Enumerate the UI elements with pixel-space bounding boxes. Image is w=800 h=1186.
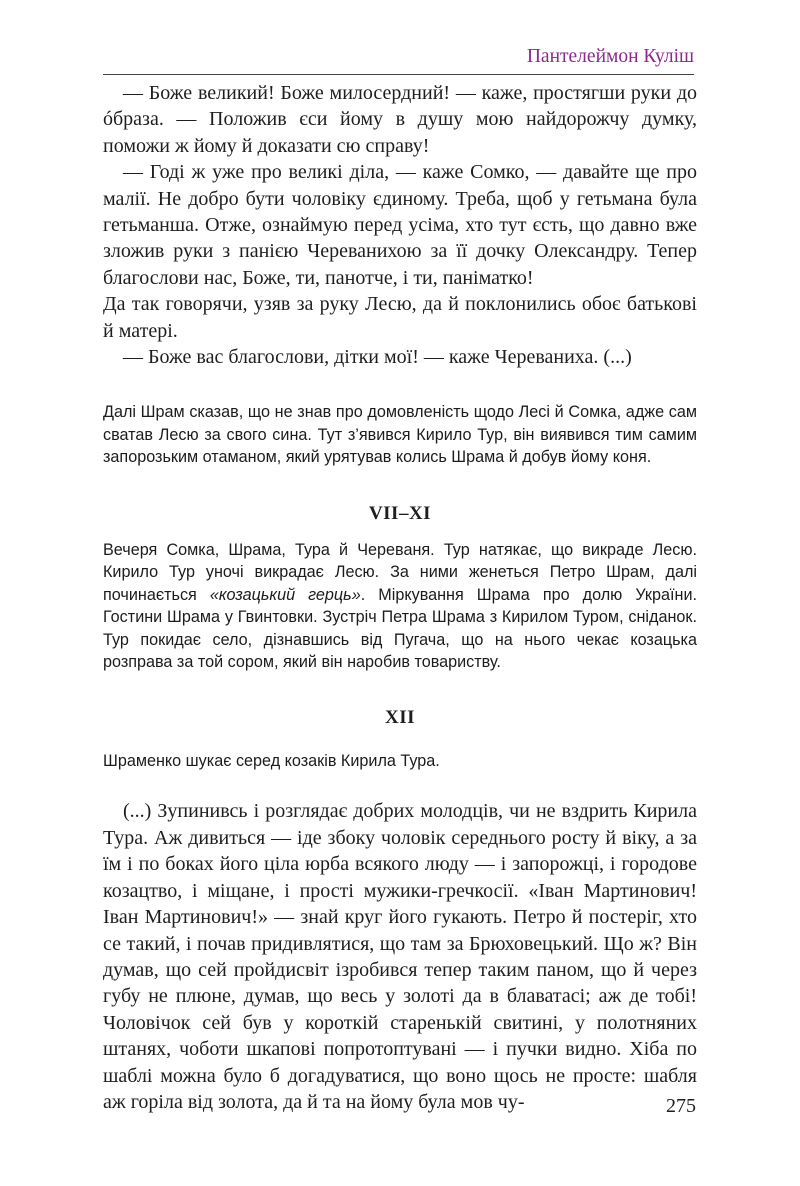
summary-paragraph-xii: Шраменко шукає серед козаків Кирила Тура. xyxy=(103,751,440,770)
summary-emphasis: «козацький герць» xyxy=(209,585,361,604)
dialogue-paragraph-2: — Годі ж уже про великі діла, — каже Сомко, — давайте ще про малії. Не добро бути чоловіку єдиному. Треба, щоб у гетьмана була гетьманша. Отже, ознаймую перед усіма, хто тут єсть, що давно вже зложив руки з панією Череванихою за її дочку Олександру. Тепер благослови нас, Боже, ти, панотче, і ти, паніматко! xyxy=(103,161,697,289)
header-divider xyxy=(103,74,694,75)
summary-paragraph-vii-xi xyxy=(103,539,697,674)
summary-text-part-1: Вечеря Сомка, Шрама, Тура й Череваня. Тур натякає, що викраде Лесю. Кирило Тур уночі викрадає Лесю. За ними женеться Петро Шрам, далі починається xyxy=(103,540,697,604)
dialogue-paragraph-4: — Боже вас благослови, дітки мої! — каже Череваниха. (...) xyxy=(123,346,632,369)
narrative-paragraph-3: Да так говорячи, узяв за руку Лесю, да й поклонились обоє батькові й матері. xyxy=(103,293,697,342)
summary-text-part-2: . Міркування Шрама про долю України. Гостини Шрама у Гвинтовки. Зустріч Петра Шрама з Кирилом Туром, сніданок. Тур покидає село, дізнавшись від Пугача, що на нього чекає козацька розправа за той сором, який він наробив товариству. xyxy=(103,585,697,672)
dialogue-paragraph-1: — Боже великий! Боже милосердний! — каже, простягши руки до óбраза. — Положив єси йому в душу мою найдорожчу думку, поможи ж йому й доказати сю справу! xyxy=(103,82,697,157)
page-number: 275 xyxy=(666,1095,696,1117)
summary-paragraph-1: Далі Шрам сказав, що не знав про домовленість щодо Лесі й Сомка, адже сам сватав Лесю за свого сина. Тут з’явився Кирило Тур, він виявився тим самим запорозьким отаманом, який урятував колись Шрама й добув йому коня. xyxy=(103,403,697,467)
running-header: Пантелеймон Куліш xyxy=(526,46,694,67)
body-paragraph-xii: (...) Зупинивсь і розглядає добрих молодців, чи не вздрить Кирила Тура. Аж дивиться — іде збоку чоловік середнього росту й віку, а за їм і по боках його ціла юрба всякого люду — і запорожці, і городове козацтво, і міщане, і прості мужики-гречкосії. «Іван Мартинович! Іван Мартинович!» — знай круг його гукають. Петро й постеріг, хто се такий, і почав придивлятися, що там за Брюховецький. Що ж? Він думав, що сей пройдисвіт ізробився тепер таким паном, що й через губу не плюне, думав, що весь у золоті да в блаватасі; аж де тобі! Чоловічок сей був у короткій старенькій свитині, у полотняних штанях, чоботи шкапові попротоптувані — і пучки видно. Хіба по шаблі можна було б догадуватися, що воно щось не просте: шабля аж горіла від золота, да й та на йому була мов чу- xyxy=(103,800,697,1113)
section-heading-vii-xi: VII–XI xyxy=(368,502,432,524)
page-content xyxy=(103,76,697,1115)
section-heading-xii: XII xyxy=(384,706,415,728)
